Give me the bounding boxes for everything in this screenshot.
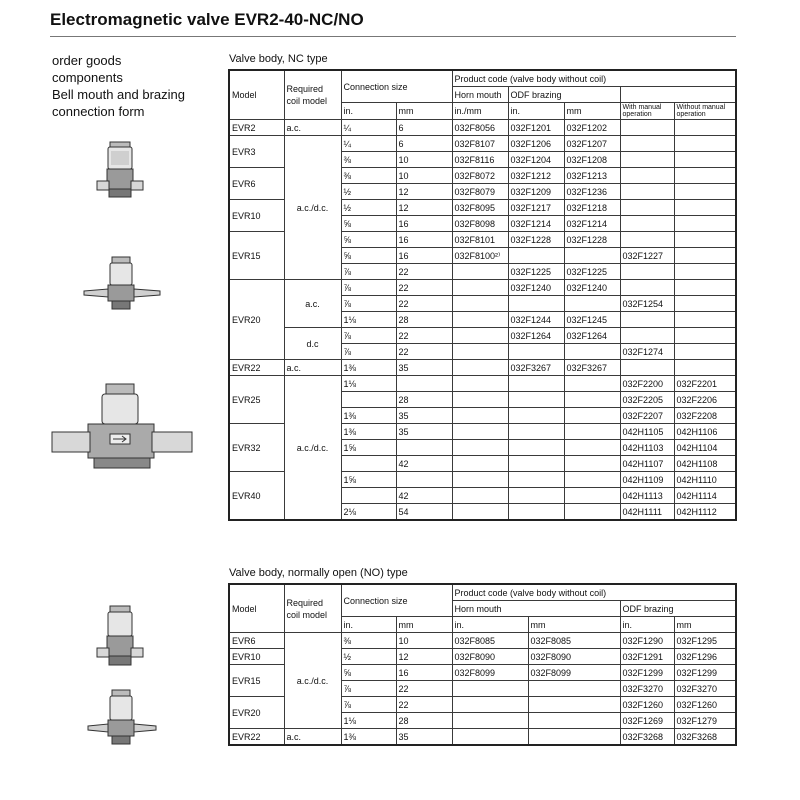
product-code-cell: 032F1214 xyxy=(564,216,620,232)
product-code-cell: 032F1274 xyxy=(620,344,674,360)
product-code-cell: 042H1113 xyxy=(620,488,674,504)
product-code-cell: 032F1214 xyxy=(508,216,564,232)
connection-size-cell: 22 xyxy=(396,328,452,344)
connection-size-cell: 42 xyxy=(396,488,452,504)
model-cell: EVR20 xyxy=(229,280,284,360)
connection-size-cell: 28 xyxy=(396,713,452,729)
product-code-cell: 032F8100²⁾ xyxy=(452,248,508,264)
connection-size-cell: 6 xyxy=(396,136,452,152)
table-row xyxy=(229,280,736,296)
product-code-cell xyxy=(508,488,564,504)
model-cell: EVR15 xyxy=(229,665,284,697)
header-product-code: Product code (valve body without coil) xyxy=(452,584,736,601)
product-code-cell xyxy=(508,472,564,488)
connection-size-cell: 1⅜ xyxy=(341,729,396,746)
product-code-cell xyxy=(564,488,620,504)
product-code-cell xyxy=(620,184,674,200)
connection-size-cell: ½ xyxy=(341,649,396,665)
no-table-caption: Valve body, normally open (NO) type xyxy=(229,567,408,579)
product-code-cell: 032F1269 xyxy=(620,713,674,729)
product-code-cell xyxy=(508,440,564,456)
product-code-cell: 032F1260 xyxy=(674,697,736,713)
product-code-cell: 042H1112 xyxy=(674,504,736,521)
connection-size-cell: ⅞ xyxy=(341,328,396,344)
connection-size-cell: 16 xyxy=(396,232,452,248)
product-code-cell xyxy=(528,729,620,746)
product-code-cell: 042H1110 xyxy=(674,472,736,488)
connection-size-cell: ⅞ xyxy=(341,681,396,697)
product-code-cell: 032F8116 xyxy=(452,152,508,168)
product-code-cell: 032F1254 xyxy=(620,296,674,312)
product-code-cell: 032F1201 xyxy=(508,120,564,136)
header-mm: mm xyxy=(674,617,736,633)
product-code-cell: 032F8079 xyxy=(452,184,508,200)
product-code-cell: 042H1114 xyxy=(674,488,736,504)
product-code-cell xyxy=(452,264,508,280)
table-row xyxy=(229,729,736,746)
product-code-cell xyxy=(452,344,508,360)
product-code-cell: 032F3268 xyxy=(674,729,736,746)
connection-size-cell: ¼ xyxy=(341,120,396,136)
connection-size-cell: 28 xyxy=(396,392,452,408)
valve-image-small xyxy=(95,140,145,202)
connection-size-cell: ⅞ xyxy=(341,344,396,360)
table-row xyxy=(229,136,736,152)
product-code-cell: 032F1208 xyxy=(564,152,620,168)
connection-size-cell: 1⅛ xyxy=(341,312,396,328)
product-code-cell: 032F1291 xyxy=(620,649,674,665)
connection-size-cell: 22 xyxy=(396,264,452,280)
product-code-cell xyxy=(452,456,508,472)
product-code-cell xyxy=(508,344,564,360)
product-code-cell xyxy=(508,248,564,264)
connection-size-cell: 1⅝ xyxy=(341,440,396,456)
product-code-cell xyxy=(620,280,674,296)
connection-size-cell: 22 xyxy=(396,280,452,296)
header-mm: mm xyxy=(396,617,452,633)
product-code-cell: 032F1228 xyxy=(564,232,620,248)
header-model: Model xyxy=(229,584,284,633)
product-code-cell: 032F1212 xyxy=(508,168,564,184)
connection-size-cell: 10 xyxy=(396,168,452,184)
connection-size-cell: 22 xyxy=(396,344,452,360)
product-code-cell xyxy=(508,392,564,408)
product-code-cell xyxy=(674,136,736,152)
no-type-table xyxy=(228,583,737,746)
connection-size-cell: ⅝ xyxy=(341,216,396,232)
product-code-cell xyxy=(620,264,674,280)
product-code-cell xyxy=(674,216,736,232)
header-mm: mm xyxy=(564,103,620,120)
product-code-cell: 032F2200 xyxy=(620,376,674,392)
header-with-manual: With manual operation xyxy=(620,103,674,120)
header-horn-mouth: Horn mouth xyxy=(452,601,620,617)
product-code-cell xyxy=(564,424,620,440)
product-code-cell xyxy=(564,296,620,312)
product-code-cell xyxy=(674,264,736,280)
model-cell: EVR20 xyxy=(229,697,284,729)
product-code-cell xyxy=(620,136,674,152)
product-code-cell xyxy=(674,328,736,344)
model-cell: EVR3 xyxy=(229,136,284,168)
model-cell: EVR22 xyxy=(229,360,284,376)
coil-cell: a.c./d.c. xyxy=(284,376,341,521)
side-line: connection form xyxy=(52,104,145,119)
header-odf-brazing: ODF brazing xyxy=(508,87,620,103)
connection-size-cell: 28 xyxy=(396,312,452,328)
product-code-cell xyxy=(508,296,564,312)
connection-size-cell: 1⅛ xyxy=(341,376,396,392)
connection-size-cell: ⅜ xyxy=(341,633,396,649)
connection-size-cell: 22 xyxy=(396,697,452,713)
model-cell: EVR6 xyxy=(229,168,284,200)
product-code-cell: 032F1295 xyxy=(674,633,736,649)
connection-size-cell: 16 xyxy=(396,665,452,681)
product-code-cell xyxy=(620,216,674,232)
connection-size-cell: ½ xyxy=(341,200,396,216)
product-code-cell: 032F8099 xyxy=(452,665,528,681)
table-row xyxy=(229,328,736,344)
coil-cell: a.c. xyxy=(284,360,341,376)
product-code-cell xyxy=(452,408,508,424)
product-code-cell xyxy=(620,120,674,136)
product-code-cell: 032F1217 xyxy=(508,200,564,216)
connection-size-cell: ⅝ xyxy=(341,232,396,248)
coil-cell: a.c./d.c. xyxy=(284,633,341,729)
product-code-cell: 032F1218 xyxy=(564,200,620,216)
product-code-cell: 032F8056 xyxy=(452,120,508,136)
model-cell: EVR2 xyxy=(229,120,284,136)
connection-size-cell xyxy=(341,392,396,408)
connection-size-cell: 35 xyxy=(396,424,452,440)
product-code-cell: 032F8090 xyxy=(528,649,620,665)
connection-size-cell: 12 xyxy=(396,184,452,200)
product-code-cell: 032F1202 xyxy=(564,120,620,136)
product-code-cell xyxy=(452,504,508,521)
product-code-cell: 032F1264 xyxy=(564,328,620,344)
connection-size-cell: 1⅜ xyxy=(341,408,396,424)
side-line: order goods xyxy=(52,53,122,68)
connection-size-cell: 54 xyxy=(396,504,452,521)
product-code-cell: 032F1296 xyxy=(674,649,736,665)
connection-size-cell: ½ xyxy=(341,184,396,200)
product-code-cell xyxy=(564,392,620,408)
product-code-cell: 032F1207 xyxy=(564,136,620,152)
product-code-cell: 032F8095 xyxy=(452,200,508,216)
product-code-cell: 032F1227 xyxy=(620,248,674,264)
product-code-cell xyxy=(564,440,620,456)
header-connection-size: Connection size xyxy=(341,584,452,617)
connection-size-cell: ⅞ xyxy=(341,280,396,296)
product-code-cell: 032F1245 xyxy=(564,312,620,328)
model-cell: EVR22 xyxy=(229,729,284,746)
product-code-cell: 032F8072 xyxy=(452,168,508,184)
side-description xyxy=(52,52,185,120)
connection-size-cell xyxy=(396,376,452,392)
side-line: components xyxy=(52,70,123,85)
nc-table-caption: Valve body, NC type xyxy=(229,53,328,65)
connection-size-cell xyxy=(341,456,396,472)
product-code-cell xyxy=(564,504,620,521)
connection-size-cell: 35 xyxy=(396,360,452,376)
header-horn-mouth: Horn mouth xyxy=(452,87,508,103)
product-code-cell: 042H1108 xyxy=(674,456,736,472)
product-code-cell xyxy=(452,296,508,312)
product-code-cell: 032F2205 xyxy=(620,392,674,408)
connection-size-cell: 1⅜ xyxy=(341,360,396,376)
header-in: in. xyxy=(508,103,564,120)
model-cell: EVR40 xyxy=(229,472,284,521)
product-code-cell xyxy=(620,232,674,248)
header-in: in. xyxy=(452,617,528,633)
product-code-cell: 032F1279 xyxy=(674,713,736,729)
product-code-cell xyxy=(674,296,736,312)
product-code-cell: 032F1260 xyxy=(620,697,674,713)
product-code-cell xyxy=(508,424,564,440)
product-code-cell: 042H1106 xyxy=(674,424,736,440)
product-code-cell: 032F1299 xyxy=(674,665,736,681)
side-line: Bell mouth and brazing xyxy=(52,87,185,102)
product-code-cell xyxy=(620,168,674,184)
connection-size-cell: ¼ xyxy=(341,136,396,152)
product-code-cell xyxy=(528,697,620,713)
connection-size-cell: 12 xyxy=(396,200,452,216)
product-code-cell xyxy=(564,344,620,360)
product-code-cell xyxy=(528,681,620,697)
valve-image-flared xyxy=(82,255,162,315)
connection-size-cell: 12 xyxy=(396,649,452,665)
header-odf-brazing: ODF brazing xyxy=(620,601,736,617)
product-code-cell xyxy=(564,248,620,264)
product-code-cell: 032F3270 xyxy=(620,681,674,697)
product-code-cell xyxy=(674,168,736,184)
header-in-mm: in./mm xyxy=(452,103,508,120)
connection-size-cell: ⅜ xyxy=(341,168,396,184)
model-cell: EVR6 xyxy=(229,633,284,649)
product-code-cell xyxy=(508,408,564,424)
nc-type-table xyxy=(228,69,737,521)
product-code-cell xyxy=(674,280,736,296)
product-code-cell xyxy=(508,456,564,472)
product-code-cell xyxy=(528,713,620,729)
valve-image-large xyxy=(48,382,196,482)
connection-size-cell: 6 xyxy=(396,120,452,136)
product-code-cell xyxy=(620,312,674,328)
connection-size-cell: 1⅜ xyxy=(341,424,396,440)
product-code-cell xyxy=(452,488,508,504)
product-code-cell: 032F3267 xyxy=(564,360,620,376)
connection-size-cell xyxy=(396,440,452,456)
table-row xyxy=(229,360,736,376)
model-cell: EVR10 xyxy=(229,649,284,665)
product-code-cell xyxy=(564,376,620,392)
product-code-cell xyxy=(620,328,674,344)
coil-cell: d.c xyxy=(284,328,341,360)
model-cell: EVR25 xyxy=(229,376,284,424)
product-code-cell: 032F2206 xyxy=(674,392,736,408)
product-code-cell xyxy=(674,152,736,168)
product-code-cell xyxy=(674,200,736,216)
product-code-cell: 042H1104 xyxy=(674,440,736,456)
valve-image-no-small xyxy=(95,604,145,670)
product-code-cell xyxy=(452,729,528,746)
product-code-cell: 032F1299 xyxy=(620,665,674,681)
product-code-cell: 032F3267 xyxy=(508,360,564,376)
header-connection-size: Connection size xyxy=(341,70,452,103)
product-code-cell xyxy=(452,328,508,344)
product-code-cell: 032F1225 xyxy=(564,264,620,280)
product-code-cell xyxy=(452,681,528,697)
product-code-cell: 032F1240 xyxy=(564,280,620,296)
product-code-cell xyxy=(620,200,674,216)
coil-cell: a.c. xyxy=(284,729,341,746)
product-code-cell: 032F1236 xyxy=(564,184,620,200)
connection-size-cell: 16 xyxy=(396,248,452,264)
model-cell: EVR32 xyxy=(229,424,284,472)
header-in: in. xyxy=(620,617,674,633)
connection-size-cell: 16 xyxy=(396,216,452,232)
product-code-cell xyxy=(674,360,736,376)
product-code-cell xyxy=(620,360,674,376)
product-code-cell: 032F1206 xyxy=(508,136,564,152)
valve-image-no-flared xyxy=(86,688,158,750)
product-code-cell: 032F8098 xyxy=(452,216,508,232)
product-code-cell: 032F8085 xyxy=(528,633,620,649)
connection-size-cell: ⅜ xyxy=(341,152,396,168)
product-code-cell: 032F1228 xyxy=(508,232,564,248)
product-code-cell: 032F8090 xyxy=(452,649,528,665)
connection-size-cell: 10 xyxy=(396,152,452,168)
product-code-cell: 042H1111 xyxy=(620,504,674,521)
product-code-cell: 032F3270 xyxy=(674,681,736,697)
product-code-cell xyxy=(620,152,674,168)
connection-size-cell: 35 xyxy=(396,729,452,746)
header-mm: mm xyxy=(396,103,452,120)
connection-size-cell: 22 xyxy=(396,296,452,312)
connection-size-cell: ⅞ xyxy=(341,697,396,713)
connection-size-cell: 2⅛ xyxy=(341,504,396,521)
header-in: in. xyxy=(341,617,396,633)
product-code-cell xyxy=(452,376,508,392)
header-required-coil: Required coil model xyxy=(284,70,341,120)
product-code-cell: 042H1105 xyxy=(620,424,674,440)
connection-size-cell: ⅞ xyxy=(341,296,396,312)
model-cell: EVR10 xyxy=(229,200,284,232)
table-row xyxy=(229,633,736,649)
product-code-cell: 032F1225 xyxy=(508,264,564,280)
header-required-coil: Required coil model xyxy=(284,584,341,633)
product-code-cell xyxy=(674,120,736,136)
coil-cell: a.c. xyxy=(284,120,341,136)
product-code-cell xyxy=(508,504,564,521)
connection-size-cell: ⅝ xyxy=(341,665,396,681)
model-cell: EVR15 xyxy=(229,232,284,280)
product-code-cell xyxy=(564,472,620,488)
table-row xyxy=(229,376,736,392)
connection-size-cell xyxy=(396,472,452,488)
connection-size-cell: 1⅛ xyxy=(341,713,396,729)
coil-cell: a.c./d.c. xyxy=(284,136,341,280)
product-code-cell: 042H1109 xyxy=(620,472,674,488)
product-code-cell xyxy=(674,312,736,328)
product-code-cell: 032F1209 xyxy=(508,184,564,200)
connection-size-cell xyxy=(341,488,396,504)
product-code-cell xyxy=(452,472,508,488)
product-code-cell: 032F1213 xyxy=(564,168,620,184)
product-code-cell xyxy=(452,280,508,296)
product-code-cell xyxy=(564,456,620,472)
product-code-cell xyxy=(674,344,736,360)
product-code-cell xyxy=(452,713,528,729)
product-code-cell xyxy=(452,424,508,440)
product-code-cell: 032F1290 xyxy=(620,633,674,649)
product-code-cell xyxy=(674,232,736,248)
connection-size-cell: 35 xyxy=(396,408,452,424)
product-code-cell xyxy=(452,440,508,456)
coil-cell: a.c. xyxy=(284,280,341,328)
product-code-cell: 032F8101 xyxy=(452,232,508,248)
product-code-cell: 032F8085 xyxy=(452,633,528,649)
connection-size-cell: 10 xyxy=(396,633,452,649)
product-code-cell: 032F2208 xyxy=(674,408,736,424)
product-code-cell: 032F1264 xyxy=(508,328,564,344)
header-without-manual: Without manual operation xyxy=(674,103,736,120)
product-code-cell xyxy=(452,697,528,713)
connection-size-cell: 42 xyxy=(396,456,452,472)
product-code-cell: 032F1204 xyxy=(508,152,564,168)
product-code-cell xyxy=(564,408,620,424)
product-code-cell xyxy=(674,248,736,264)
product-code-cell: 032F8107 xyxy=(452,136,508,152)
title-divider xyxy=(50,36,736,37)
header-model: Model xyxy=(229,70,284,120)
product-code-cell: 032F2207 xyxy=(620,408,674,424)
product-code-cell: 042H1107 xyxy=(620,456,674,472)
header-product-code: Product code (valve body without coil) xyxy=(452,70,736,87)
header-blank xyxy=(620,87,736,103)
product-code-cell: 032F3268 xyxy=(620,729,674,746)
connection-size-cell: ⅞ xyxy=(341,264,396,280)
page-title: Electromagnetic valve EVR2-40-NC/NO xyxy=(50,10,364,29)
product-code-cell: 032F1244 xyxy=(508,312,564,328)
header-mm: mm xyxy=(528,617,620,633)
header-in: in. xyxy=(341,103,396,120)
product-code-cell: 032F8099 xyxy=(528,665,620,681)
connection-size-cell: ⅝ xyxy=(341,248,396,264)
product-code-cell: 042H1103 xyxy=(620,440,674,456)
product-code-cell xyxy=(452,312,508,328)
product-code-cell xyxy=(452,360,508,376)
table-row xyxy=(229,120,736,136)
product-code-cell xyxy=(508,376,564,392)
connection-size-cell: 1⅝ xyxy=(341,472,396,488)
product-code-cell: 032F1240 xyxy=(508,280,564,296)
product-code-cell xyxy=(674,184,736,200)
product-code-cell: 032F2201 xyxy=(674,376,736,392)
connection-size-cell: 22 xyxy=(396,681,452,697)
product-code-cell xyxy=(452,392,508,408)
